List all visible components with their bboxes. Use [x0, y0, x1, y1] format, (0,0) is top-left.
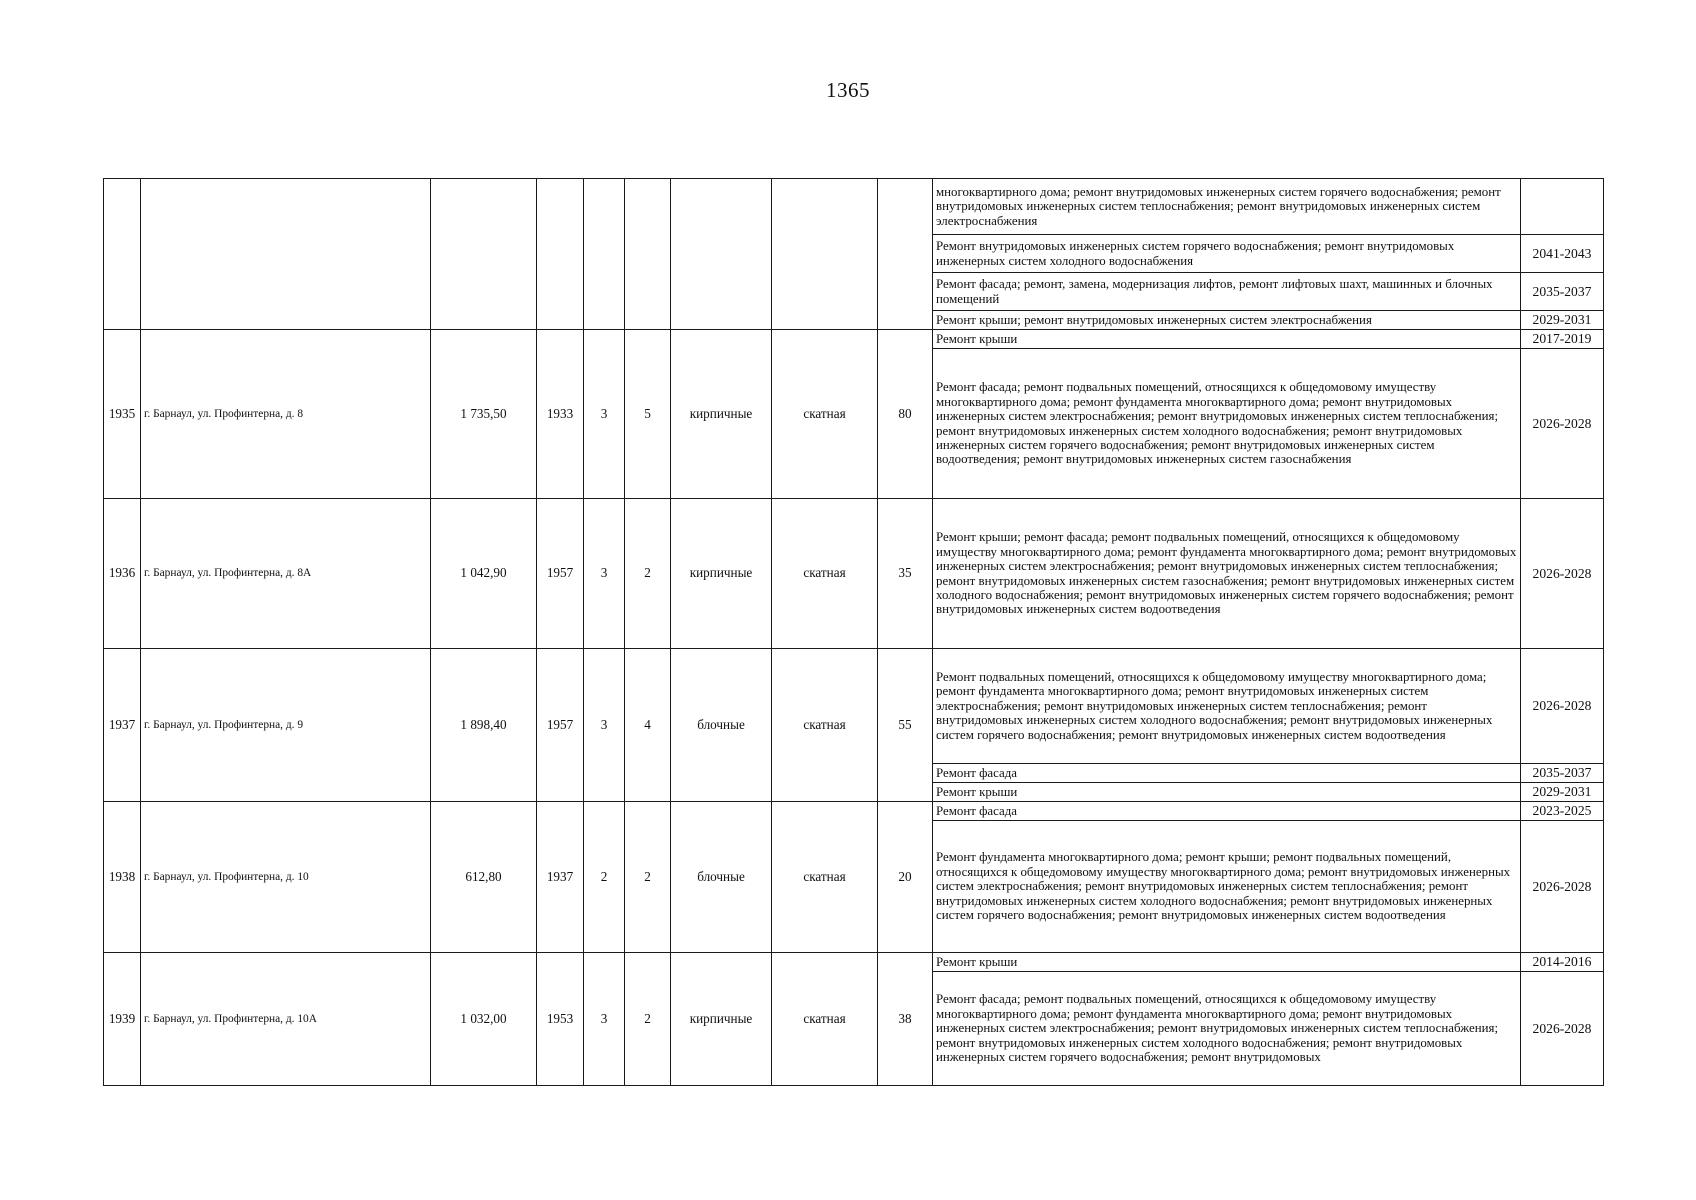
- housing-repair-table: [103, 178, 1604, 1086]
- wall-material: блочные: [671, 802, 772, 953]
- floors: 3: [584, 953, 625, 1086]
- build-year: 1937: [537, 802, 584, 953]
- period-cell: 2026-2028: [1521, 499, 1604, 649]
- roof-type: скатная: [772, 953, 878, 1086]
- build-year: 1957: [537, 649, 584, 802]
- period-cell: 2035-2037: [1521, 273, 1604, 311]
- residents-cell: [878, 179, 933, 330]
- roof-type: скатная: [772, 802, 878, 953]
- period-cell: 2026-2028: [1521, 349, 1604, 499]
- entrances: 2: [625, 953, 671, 1086]
- walls-cell: [671, 179, 772, 330]
- wall-material: кирпичные: [671, 499, 772, 649]
- residents: 55: [878, 649, 933, 802]
- roof-type: скатная: [772, 330, 878, 499]
- period-cell: 2035-2037: [1521, 764, 1604, 783]
- floors: 3: [584, 649, 625, 802]
- period-cell: [1521, 179, 1604, 235]
- period-cell: 2026-2028: [1521, 821, 1604, 953]
- wall-material: кирпичные: [671, 330, 772, 499]
- roof-type: скатная: [772, 499, 878, 649]
- table-row: [104, 499, 1604, 649]
- floors: 3: [584, 330, 625, 499]
- total-area: 1 042,90: [431, 499, 537, 649]
- address: г. Барнаул, ул. Профинтерна, д. 8А: [141, 499, 431, 649]
- row-number: 1938: [104, 802, 141, 953]
- address: г. Барнаул, ул. Профинтерна, д. 9: [141, 649, 431, 802]
- table-row: [104, 330, 1604, 349]
- roof-type: скатная: [772, 649, 878, 802]
- work-cell: многоквартирного дома; ремонт внутридомовых инженерных систем горячего водоснабжения; ремонт внутридомовых инженерных систем теплоснабжения; ремонт внутридомовых инженерных систем электроснабжения: [933, 179, 1521, 235]
- entrances: 2: [625, 802, 671, 953]
- total-area: 1 735,50: [431, 330, 537, 499]
- build-year: 1957: [537, 499, 584, 649]
- work-cell: Ремонт фасада; ремонт подвальных помещений, относящихся к общедомовому имуществу многоквартирного дома; ремонт фундамента многоквартирного дома; ремонт внутридомовых инженерных систем электроснабжения; ремонт внутридомовых инженерных систем теплоснабжения; ремонт внутридомовых инженерных систем холодного водоснабжения; ремонт внутридомовых инженерных систем горячего водоснабжения; ремонт внутридомовых инженерных систем водоотведения; ремонт внутридомовых инженерных систем газоснабжения: [933, 349, 1521, 499]
- work-cell: Ремонт подвальных помещений, относящихся к общедомовому имуществу многоквартирного дома; ремонт фундамента многоквартирного дома; ремонт внутридомовых инженерных систем электроснабжения; ремонт внутридомовых инженерных систем теплоснабжения; ремонт внутридомовых инженерных систем холодного водоснабжения; ремонт внутридомовых инженерных систем горячего водоснабжения; ремонт внутридомовых инженерных систем водоотведения: [933, 649, 1521, 764]
- period-cell: 2026-2028: [1521, 649, 1604, 764]
- row-number: 1935: [104, 330, 141, 499]
- work-cell: Ремонт фундамента многоквартирного дома; ремонт крыши; ремонт подвальных помещений, относящихся к общедомовому имуществу многоквартирного дома; ремонт внутридомовых инженерных систем электроснабжения; ремонт внутридомовых инженерных систем теплоснабжения; ремонт внутридомовых инженерных систем холодного водоснабжения; ремонт внутридомовых инженерных систем горячего водоснабжения; ремонт внутридомовых инженерных систем водоотведения: [933, 821, 1521, 953]
- work-cell: Ремонт крыши: [933, 783, 1521, 802]
- area-cell: [431, 179, 537, 330]
- page-number: 1365: [826, 78, 870, 102]
- table-row: [104, 953, 1604, 972]
- work-cell: Ремонт крыши: [933, 953, 1521, 972]
- wall-material: кирпичные: [671, 953, 772, 1086]
- entrances: 4: [625, 649, 671, 802]
- work-cell: Ремонт внутридомовых инженерных систем горячего водоснабжения; ремонт внутридомовых инженерных систем холодного водоснабжения: [933, 235, 1521, 273]
- work-cell: Ремонт крыши; ремонт фасада; ремонт подвальных помещений, относящихся к общедомовому имуществу многоквартирного дома; ремонт фундамента многоквартирного дома; ремонт внутридомовых инженерных систем электроснабжения; ремонт внутридомовых инженерных систем теплоснабжения; ремонт внутридомовых инженерных систем газоснабжения; ремонт внутридомовых инженерных систем холодного водоснабжения; ремонт внутридомовых инженерных систем горячего водоснабжения; ремонт внутридомовых инженерных систем водоотведения: [933, 499, 1521, 649]
- period-cell: 2029-2031: [1521, 783, 1604, 802]
- total-area: 1 032,00: [431, 953, 537, 1086]
- work-cell: Ремонт крыши: [933, 330, 1521, 349]
- residents: 35: [878, 499, 933, 649]
- address: г. Барнаул, ул. Профинтерна, д. 8: [141, 330, 431, 499]
- build-year: 1933: [537, 330, 584, 499]
- work-cell: Ремонт фасада: [933, 802, 1521, 821]
- entrances: 2: [625, 499, 671, 649]
- year-cell: [537, 179, 584, 330]
- floors: 3: [584, 499, 625, 649]
- continuation-row: [104, 179, 1604, 235]
- period-cell: 2014-2016: [1521, 953, 1604, 972]
- address: г. Барнаул, ул. Профинтерна, д. 10: [141, 802, 431, 953]
- row-number: 1939: [104, 953, 141, 1086]
- roof-cell: [772, 179, 878, 330]
- period-cell: 2029-2031: [1521, 311, 1604, 330]
- total-area: 1 898,40: [431, 649, 537, 802]
- work-cell: Ремонт фасада; ремонт подвальных помещений, относящихся к общедомовому имуществу многоквартирного дома; ремонт фундамента многоквартирного дома; ремонт внутридомовых инженерных систем электроснабжения; ремонт внутридомовых инженерных систем теплоснабжения; ремонт внутридомовых инженерных систем холодного водоснабжения; ремонт внутридомовых инженерных систем горячего водоснабжения; ремонт внутридомовых: [933, 972, 1521, 1086]
- num-cell: [104, 179, 141, 330]
- entrances: 5: [625, 330, 671, 499]
- floors: 2: [584, 802, 625, 953]
- table-row: [104, 802, 1604, 821]
- wall-material: блочные: [671, 649, 772, 802]
- row-number: 1937: [104, 649, 141, 802]
- residents: 38: [878, 953, 933, 1086]
- row-number: 1936: [104, 499, 141, 649]
- entrances-cell: [625, 179, 671, 330]
- address-cell: [141, 179, 431, 330]
- floors-cell: [584, 179, 625, 330]
- work-cell: Ремонт фасада: [933, 764, 1521, 783]
- table-row: [104, 649, 1604, 764]
- period-cell: 2023-2025: [1521, 802, 1604, 821]
- work-cell: Ремонт фасада; ремонт, замена, модернизация лифтов, ремонт лифтовых шахт, машинных и блочных помещений: [933, 273, 1521, 311]
- residents: 20: [878, 802, 933, 953]
- period-cell: 2026-2028: [1521, 972, 1604, 1086]
- address: г. Барнаул, ул. Профинтерна, д. 10А: [141, 953, 431, 1086]
- period-cell: 2017-2019: [1521, 330, 1604, 349]
- build-year: 1953: [537, 953, 584, 1086]
- residents: 80: [878, 330, 933, 499]
- work-cell: Ремонт крыши; ремонт внутридомовых инженерных систем электроснабжения: [933, 311, 1521, 330]
- total-area: 612,80: [431, 802, 537, 953]
- period-cell: 2041-2043: [1521, 235, 1604, 273]
